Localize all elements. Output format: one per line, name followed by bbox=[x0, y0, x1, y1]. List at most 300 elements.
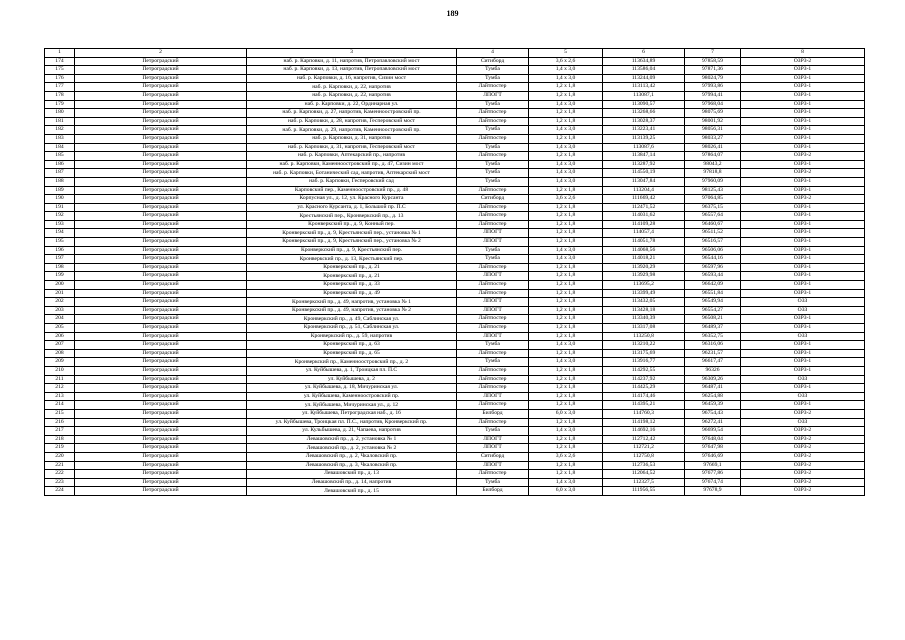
table-row bbox=[45, 281, 865, 290]
district-cell: Петроградский bbox=[75, 487, 247, 496]
coord-y-cell: 96699,54 bbox=[685, 427, 741, 436]
size-cell: 1,2 x 1,8 bbox=[529, 315, 603, 324]
zone-cell: ОЗРЗ-2 bbox=[741, 487, 865, 496]
district-cell: Петроградский bbox=[75, 177, 247, 186]
address-cell: Кронверкский пр., д. 21 bbox=[247, 263, 457, 272]
table-row bbox=[45, 220, 865, 229]
zone-cell: ОЗРЗ-1 bbox=[741, 229, 865, 238]
coord-x-cell: 112064,52 bbox=[603, 470, 685, 479]
coord-y-cell: 98056,31 bbox=[685, 126, 741, 135]
structure-type-cell: ЛПОГТ bbox=[457, 306, 529, 315]
row-number-cell: 195 bbox=[45, 238, 75, 247]
coord-x-cell: 113695,2 bbox=[603, 281, 685, 290]
coord-y-cell: 97960,09 bbox=[685, 177, 741, 186]
district-cell: Петроградский bbox=[75, 375, 247, 384]
structure-type-cell: Билборд bbox=[457, 487, 529, 496]
district-cell: Петроградский bbox=[75, 117, 247, 126]
column-header: 2 bbox=[75, 49, 247, 58]
zone-cell: ОЗРЗ-2 bbox=[741, 169, 865, 178]
address-cell: Левашовский пр., д. 3, Чкаловский пр. bbox=[247, 461, 457, 470]
zone-cell: ОЗРЗ-1 bbox=[741, 358, 865, 367]
size-cell: 1,2 x 1,8 bbox=[529, 83, 603, 92]
row-number-cell: 209 bbox=[45, 358, 75, 367]
table-row bbox=[45, 427, 865, 436]
table-row bbox=[45, 306, 865, 315]
district-cell: Петроградский bbox=[75, 332, 247, 341]
table-row bbox=[45, 57, 865, 66]
address-cell: ул. Куйбышева, Каменноостровский пр. bbox=[247, 392, 457, 401]
zone-cell: ОЗРЗ-2 bbox=[741, 478, 865, 487]
advertising-structures-table bbox=[44, 48, 865, 496]
address-cell: наб. р. Карповки, д. 22, Ординарная ул. bbox=[247, 100, 457, 109]
address-cell: наб. р. Карповки, д. 28, напротив, Гесперовский мост bbox=[247, 117, 457, 126]
district-cell: Петроградский bbox=[75, 160, 247, 169]
row-number-cell: 191 bbox=[45, 203, 75, 212]
district-cell: Петроградский bbox=[75, 229, 247, 238]
size-cell: 1,4 x 3,0 bbox=[529, 66, 603, 75]
table-row bbox=[45, 126, 865, 135]
size-cell: 1,2 x 1,8 bbox=[529, 306, 603, 315]
table-body bbox=[45, 57, 865, 495]
address-cell: Кронверкский пр., д. 13, Крестьянский пер. bbox=[247, 255, 457, 264]
size-cell: 1,2 x 1,8 bbox=[529, 238, 603, 247]
coord-y-cell: 96460,67 bbox=[685, 220, 741, 229]
district-cell: Петроградский bbox=[75, 341, 247, 350]
size-cell: 1,2 x 1,8 bbox=[529, 461, 603, 470]
address-cell: Кронверкский пр., д. 49, напротив, установка № 2 bbox=[247, 306, 457, 315]
coord-y-cell: 97646,69 bbox=[685, 452, 741, 461]
structure-type-cell: Билборд bbox=[457, 409, 529, 418]
zone-cell: ОЗРЗ-1 bbox=[741, 263, 865, 272]
structure-type-cell: Лайтпостер bbox=[457, 375, 529, 384]
zone-cell: ОЗЗ bbox=[741, 375, 865, 384]
coord-x-cell: 114692,16 bbox=[603, 427, 685, 436]
size-cell: 1,2 x 1,8 bbox=[529, 152, 603, 161]
district-cell: Петроградский bbox=[75, 238, 247, 247]
coord-x-cell: 113175,69 bbox=[603, 349, 685, 358]
row-number-cell: 211 bbox=[45, 375, 75, 384]
table-row bbox=[45, 324, 865, 333]
district-cell: Петроградский bbox=[75, 444, 247, 453]
district-cell: Петроградский bbox=[75, 418, 247, 427]
size-cell: 3,6 x 2,6 bbox=[529, 57, 603, 66]
row-number-cell: 212 bbox=[45, 384, 75, 393]
address-cell: наб. р. Карповки, Аптекарский пр., напротив bbox=[247, 152, 457, 161]
row-number-cell: 189 bbox=[45, 186, 75, 195]
address-cell: Левашовский пр., д. 2, установка № 2 bbox=[247, 444, 457, 453]
structure-type-cell: ЛПОГТ bbox=[457, 444, 529, 453]
zone-cell: ОЗРЗ-2 bbox=[741, 452, 865, 461]
zone-cell: ОЗЗ bbox=[741, 418, 865, 427]
coord-y-cell: 97994,41 bbox=[685, 91, 741, 100]
coord-y-cell: 96487,41 bbox=[685, 384, 741, 393]
size-cell: 1,2 x 1,8 bbox=[529, 272, 603, 281]
table-row bbox=[45, 366, 865, 375]
coord-y-cell: 97669,1 bbox=[685, 461, 741, 470]
district-cell: Петроградский bbox=[75, 57, 247, 66]
coord-x-cell: 112471,52 bbox=[603, 203, 685, 212]
address-cell: Кронверкский пр., д. 9, Конный пер. bbox=[247, 220, 457, 229]
size-cell: 1,2 x 1,8 bbox=[529, 186, 603, 195]
table-row bbox=[45, 195, 865, 204]
zone-cell: ОЗРЗ-1 bbox=[741, 289, 865, 298]
district-cell: Петроградский bbox=[75, 392, 247, 401]
coord-x-cell: 113087,1 bbox=[603, 91, 685, 100]
coord-x-cell: 112327,5 bbox=[603, 478, 685, 487]
size-cell: 1,4 x 3,0 bbox=[529, 341, 603, 350]
district-cell: Петроградский bbox=[75, 66, 247, 75]
row-number-cell: 175 bbox=[45, 66, 75, 75]
structure-type-cell: Лайтпостер bbox=[457, 384, 529, 393]
structure-type-cell: Лайтпостер bbox=[457, 109, 529, 118]
row-number-cell: 194 bbox=[45, 229, 75, 238]
coord-x-cell: 113317,08 bbox=[603, 324, 685, 333]
address-cell: ул. Куйбышева, д. 1, Троицкая пл. П.С bbox=[247, 366, 457, 375]
size-cell: 1,2 x 1,8 bbox=[529, 117, 603, 126]
zone-cell: ОЗРЗ-1 bbox=[741, 341, 865, 350]
row-number-cell: 219 bbox=[45, 444, 75, 453]
coord-x-cell: 114292,55 bbox=[603, 366, 685, 375]
structure-type-cell: Лайтпостер bbox=[457, 203, 529, 212]
zone-cell: ОЗРЗ-2 bbox=[741, 461, 865, 470]
table-row bbox=[45, 263, 865, 272]
coord-y-cell: 96617,47 bbox=[685, 358, 741, 367]
row-number-cell: 205 bbox=[45, 324, 75, 333]
coord-y-cell: 96551,84 bbox=[685, 289, 741, 298]
coord-y-cell: 98033,27 bbox=[685, 134, 741, 143]
table-row bbox=[45, 349, 865, 358]
district-cell: Петроградский bbox=[75, 349, 247, 358]
structure-type-cell: Лайтпостер bbox=[457, 324, 529, 333]
coord-y-cell: 98075,69 bbox=[685, 109, 741, 118]
structure-type-cell: Лайтпостер bbox=[457, 418, 529, 427]
row-number-cell: 207 bbox=[45, 341, 75, 350]
zone-cell: ОЗРЗ-1 bbox=[741, 401, 865, 410]
size-cell: 1,2 x 1,8 bbox=[529, 444, 603, 453]
row-number-cell: 200 bbox=[45, 281, 75, 290]
size-cell: 1,4 x 3,0 bbox=[529, 160, 603, 169]
table-row bbox=[45, 238, 865, 247]
coord-y-cell: 97858,59 bbox=[685, 57, 741, 66]
coord-x-cell: 113244,09 bbox=[603, 74, 685, 83]
row-number-cell: 174 bbox=[45, 57, 75, 66]
structure-type-cell: Лайтпостер bbox=[457, 263, 529, 272]
coord-y-cell: 96309,26 bbox=[685, 375, 741, 384]
address-cell: Кронверкский пр., д. 21 bbox=[247, 272, 457, 281]
address-cell: ул. Куйбышева, д. 2 bbox=[247, 375, 457, 384]
table-row bbox=[45, 91, 865, 100]
coord-x-cell: 114018,21 bbox=[603, 255, 685, 264]
column-header: 8 bbox=[741, 49, 865, 58]
address-cell: ул. Куйбышева, Мичуринская ул., д. 12 bbox=[247, 401, 457, 410]
structure-type-cell: Лайтпостер bbox=[457, 349, 529, 358]
coord-x-cell: 113113,42 bbox=[603, 83, 685, 92]
address-cell: Кронверкский пр., д. 33 bbox=[247, 281, 457, 290]
table-row bbox=[45, 444, 865, 453]
coord-y-cell: 96554,27 bbox=[685, 306, 741, 315]
structure-type-cell: Лайтпостер bbox=[457, 117, 529, 126]
row-number-cell: 197 bbox=[45, 255, 75, 264]
district-cell: Петроградский bbox=[75, 220, 247, 229]
table-row bbox=[45, 169, 865, 178]
row-number-cell: 181 bbox=[45, 117, 75, 126]
row-number-cell: 217 bbox=[45, 427, 75, 436]
zone-cell: ОЗРЗ-1 bbox=[741, 272, 865, 281]
zone-cell: ОЗРЗ-1 bbox=[741, 315, 865, 324]
table-row bbox=[45, 203, 865, 212]
coord-x-cell: 113929,98 bbox=[603, 272, 685, 281]
coord-x-cell: 114425,29 bbox=[603, 384, 685, 393]
district-cell: Петроградский bbox=[75, 255, 247, 264]
coord-x-cell: 114031,62 bbox=[603, 212, 685, 221]
zone-cell: ОЗРЗ-1 bbox=[741, 83, 865, 92]
size-cell: 1,4 x 3,0 bbox=[529, 100, 603, 109]
table-row bbox=[45, 74, 865, 83]
header-row bbox=[45, 49, 865, 58]
coord-x-cell: 111669,42 bbox=[603, 195, 685, 204]
district-cell: Петроградский bbox=[75, 401, 247, 410]
address-cell: наб. р. Карповки, д. 16, напротив, Сизин мост bbox=[247, 74, 457, 83]
structure-type-cell: Лайтпостер bbox=[457, 315, 529, 324]
address-cell: Кронверкский пр., д. 59, напротив bbox=[247, 332, 457, 341]
structure-type-cell: Лайтпостер bbox=[457, 401, 529, 410]
coord-y-cell: 96231,57 bbox=[685, 349, 741, 358]
coord-y-cell: 97871,36 bbox=[685, 66, 741, 75]
zone-cell: ОЗЗ bbox=[741, 298, 865, 307]
coord-x-cell: 113432,05 bbox=[603, 298, 685, 307]
size-cell: 1,4 x 3,0 bbox=[529, 478, 603, 487]
zone-cell: ОЗРЗ-1 bbox=[741, 384, 865, 393]
table-row bbox=[45, 435, 865, 444]
structure-type-cell: Тумба bbox=[457, 74, 529, 83]
address-cell: наб. р. Карповки, д. 27, напротив, Каменноостровский пр. bbox=[247, 109, 457, 118]
district-cell: Петроградский bbox=[75, 478, 247, 487]
structure-type-cell: ЛПОГТ bbox=[457, 392, 529, 401]
column-header: 1 bbox=[45, 49, 75, 58]
size-cell: 1,2 x 1,8 bbox=[529, 91, 603, 100]
table-row bbox=[45, 143, 865, 152]
row-number-cell: 199 bbox=[45, 272, 75, 281]
district-cell: Петроградский bbox=[75, 470, 247, 479]
row-number-cell: 204 bbox=[45, 315, 75, 324]
row-number-cell: 192 bbox=[45, 212, 75, 221]
coord-x-cell: 112736,53 bbox=[603, 461, 685, 470]
coord-y-cell: 97648,04 bbox=[685, 435, 741, 444]
coord-y-cell: 96326 bbox=[685, 366, 741, 375]
district-cell: Петроградский bbox=[75, 100, 247, 109]
structure-type-cell: Ситиборд bbox=[457, 57, 529, 66]
coord-y-cell: 98125,43 bbox=[685, 186, 741, 195]
coord-x-cell: 114051,78 bbox=[603, 238, 685, 247]
table-row bbox=[45, 289, 865, 298]
table-row bbox=[45, 384, 865, 393]
zone-cell: ОЗРЗ-1 bbox=[741, 186, 865, 195]
row-number-cell: 223 bbox=[45, 478, 75, 487]
size-cell: 1,2 x 1,8 bbox=[529, 298, 603, 307]
zone-cell: ОЗРЗ-1 bbox=[741, 126, 865, 135]
coord-x-cell: 114760,3 bbox=[603, 409, 685, 418]
coord-y-cell: 96316,06 bbox=[685, 341, 741, 350]
coord-x-cell: 113634,89 bbox=[603, 57, 685, 66]
structure-type-cell: Тумба bbox=[457, 169, 529, 178]
size-cell: 1,2 x 1,8 bbox=[529, 470, 603, 479]
coord-y-cell: 96272,41 bbox=[685, 418, 741, 427]
row-number-cell: 216 bbox=[45, 418, 75, 427]
address-cell: Кронверкский пр., д. 49, напротив, установка № 1 bbox=[247, 298, 457, 307]
size-cell: 1,2 x 1,8 bbox=[529, 203, 603, 212]
row-number-cell: 193 bbox=[45, 220, 75, 229]
table-row bbox=[45, 470, 865, 479]
district-cell: Петроградский bbox=[75, 315, 247, 324]
size-cell: 1,4 x 3,0 bbox=[529, 358, 603, 367]
structure-type-cell: Лайтпостер bbox=[457, 134, 529, 143]
size-cell: 1,4 x 3,0 bbox=[529, 169, 603, 178]
row-number-cell: 176 bbox=[45, 74, 75, 83]
zone-cell: ОЗРЗ-1 bbox=[741, 238, 865, 247]
size-cell: 1,4 x 3,0 bbox=[529, 246, 603, 255]
address-cell: Кронверкский пр., д. 9, Крестьянский пер., установка № 2 bbox=[247, 238, 457, 247]
coord-y-cell: 96506,06 bbox=[685, 246, 741, 255]
coord-x-cell: 113586,04 bbox=[603, 66, 685, 75]
coord-x-cell: 113204,4 bbox=[603, 186, 685, 195]
address-cell: Кронверкский пр., д. 65 bbox=[247, 349, 457, 358]
size-cell: 1,4 x 3,0 bbox=[529, 126, 603, 135]
district-cell: Петроградский bbox=[75, 246, 247, 255]
zone-cell: ОЗРЗ-2 bbox=[741, 152, 865, 161]
address-cell: наб. р. Карповки, д. 31, напротив, Гесперовский мост bbox=[247, 143, 457, 152]
zone-cell: ОЗРЗ-2 bbox=[741, 435, 865, 444]
structure-type-cell: Лайтпостер bbox=[457, 152, 529, 161]
zone-cell: ОЗРЗ-2 bbox=[741, 470, 865, 479]
table-row bbox=[45, 66, 865, 75]
size-cell: 1,2 x 1,8 bbox=[529, 263, 603, 272]
size-cell: 1,2 x 1,8 bbox=[529, 289, 603, 298]
zone-cell: ОЗРЗ-1 bbox=[741, 366, 865, 375]
structure-type-cell: Тумба bbox=[457, 143, 529, 152]
district-cell: Петроградский bbox=[75, 143, 247, 152]
coord-y-cell: 96593,44 bbox=[685, 272, 741, 281]
coord-y-cell: 96254,88 bbox=[685, 392, 741, 401]
structure-type-cell: Тумба bbox=[457, 358, 529, 367]
size-cell: 1,4 x 3,0 bbox=[529, 143, 603, 152]
coord-y-cell: 96489,37 bbox=[685, 324, 741, 333]
size-cell: 1,2 x 1,8 bbox=[529, 366, 603, 375]
zone-cell: ОЗРЗ-2 bbox=[741, 444, 865, 453]
district-cell: Петроградский bbox=[75, 203, 247, 212]
table-row bbox=[45, 117, 865, 126]
coord-x-cell: 113916,77 bbox=[603, 358, 685, 367]
district-cell: Петроградский bbox=[75, 263, 247, 272]
address-cell: Карповский пер., Каменноостровский пр., д. 48 bbox=[247, 186, 457, 195]
row-number-cell: 220 bbox=[45, 452, 75, 461]
district-cell: Петроградский bbox=[75, 298, 247, 307]
size-cell: 6,0 x 3,0 bbox=[529, 487, 603, 496]
row-number-cell: 178 bbox=[45, 91, 75, 100]
table-row bbox=[45, 246, 865, 255]
address-cell: Кронверкский пр., д. 9, Крестьянский пер., установка № 1 bbox=[247, 229, 457, 238]
size-cell: 1,2 x 1,8 bbox=[529, 229, 603, 238]
size-cell: 1,2 x 1,8 bbox=[529, 324, 603, 333]
zone-cell: ОЗРЗ-1 bbox=[741, 100, 865, 109]
size-cell: 1,2 x 1,8 bbox=[529, 281, 603, 290]
column-header: 6 bbox=[603, 49, 685, 58]
row-number-cell: 201 bbox=[45, 289, 75, 298]
address-cell: наб. р. Карповки, Гесперовский сад bbox=[247, 177, 457, 186]
size-cell: 1,2 x 1,8 bbox=[529, 435, 603, 444]
address-cell: Кронверкский пр., д. 63 bbox=[247, 341, 457, 350]
table-row bbox=[45, 212, 865, 221]
district-cell: Петроградский bbox=[75, 324, 247, 333]
address-cell: Крестьянский пер., Кронверкский пр., д. 13 bbox=[247, 212, 457, 221]
structure-type-cell: Тумба bbox=[457, 100, 529, 109]
address-cell: Левашовский пр., д. 14, напротив bbox=[247, 478, 457, 487]
row-number-cell: 202 bbox=[45, 298, 75, 307]
table-row bbox=[45, 272, 865, 281]
coord-x-cell: 113287,92 bbox=[603, 160, 685, 169]
structure-type-cell: ЛПОГТ bbox=[457, 229, 529, 238]
structure-type-cell: Лайтпостер bbox=[457, 220, 529, 229]
size-cell: 1,2 x 1,8 bbox=[529, 418, 603, 427]
row-number-cell: 210 bbox=[45, 366, 75, 375]
coord-y-cell: 97674,74 bbox=[685, 478, 741, 487]
address-cell: Левашовский пр., д. 15 bbox=[247, 487, 457, 496]
zone-cell: ОЗРЗ-1 bbox=[741, 212, 865, 221]
address-cell: ул. Куйбышева, Троицкая пл. П.С., напротив, Кронверкский пр. bbox=[247, 418, 457, 427]
table-row bbox=[45, 452, 865, 461]
coord-x-cell: 113139,25 bbox=[603, 134, 685, 143]
table-row bbox=[45, 401, 865, 410]
size-cell: 1,2 x 1,8 bbox=[529, 212, 603, 221]
size-cell: 1,2 x 1,8 bbox=[529, 109, 603, 118]
district-cell: Петроградский bbox=[75, 409, 247, 418]
size-cell: 1,2 x 1,8 bbox=[529, 401, 603, 410]
address-cell: Кронверкский пр., д. 9, Крестьянский пер. bbox=[247, 246, 457, 255]
structure-type-cell: Тумба bbox=[457, 246, 529, 255]
size-cell: 1,4 x 3,0 bbox=[529, 177, 603, 186]
address-cell: Левашовский пр., д. 2, установка № 1 bbox=[247, 435, 457, 444]
coord-y-cell: 97968,04 bbox=[685, 100, 741, 109]
district-cell: Петроградский bbox=[75, 152, 247, 161]
table-row bbox=[45, 392, 865, 401]
district-cell: Петроградский bbox=[75, 83, 247, 92]
coord-y-cell: 96459,39 bbox=[685, 401, 741, 410]
district-cell: Петроградский bbox=[75, 74, 247, 83]
zone-cell: ОЗРЗ-1 bbox=[741, 91, 865, 100]
row-number-cell: 183 bbox=[45, 134, 75, 143]
coord-x-cell: 114109,28 bbox=[603, 220, 685, 229]
column-header: 4 bbox=[457, 49, 529, 58]
coord-x-cell: 113340,39 bbox=[603, 315, 685, 324]
row-number-cell: 198 bbox=[45, 263, 75, 272]
coord-x-cell: 114068,56 bbox=[603, 246, 685, 255]
coord-x-cell: 114395,21 bbox=[603, 401, 685, 410]
coord-x-cell: 111956,55 bbox=[603, 487, 685, 496]
district-cell: Петроградский bbox=[75, 366, 247, 375]
coord-x-cell: 113250,8 bbox=[603, 332, 685, 341]
structure-type-cell: Тумба bbox=[457, 255, 529, 264]
coord-y-cell: 96375,15 bbox=[685, 203, 741, 212]
row-number-cell: 213 bbox=[45, 392, 75, 401]
size-cell: 1,2 x 1,8 bbox=[529, 384, 603, 393]
row-number-cell: 222 bbox=[45, 470, 75, 479]
coord-x-cell: 113847,14 bbox=[603, 152, 685, 161]
coord-y-cell: 96549,94 bbox=[685, 298, 741, 307]
structure-type-cell: Тумба bbox=[457, 341, 529, 350]
structure-type-cell: ЛПОГТ bbox=[457, 332, 529, 341]
address-cell: Корпусная ул., д. 12, ул. Красного Курсанта bbox=[247, 195, 457, 204]
table-row bbox=[45, 409, 865, 418]
row-number-cell: 182 bbox=[45, 126, 75, 135]
